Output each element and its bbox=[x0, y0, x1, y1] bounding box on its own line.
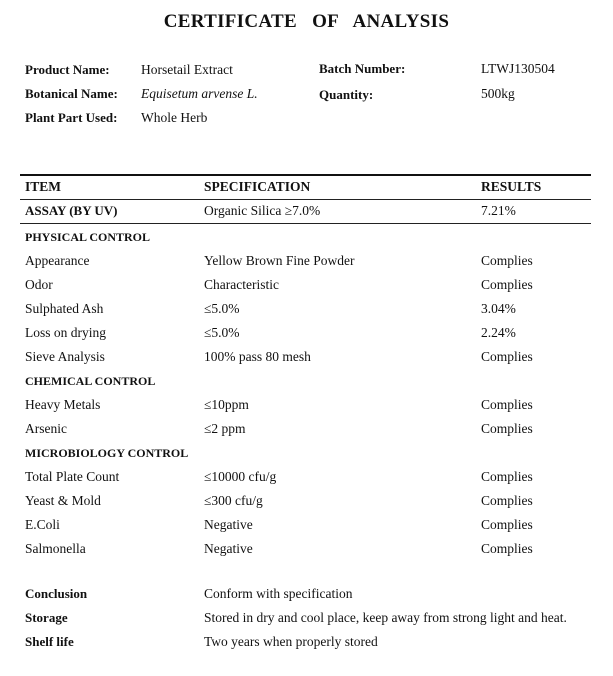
botanical-name-label: Botanical Name: bbox=[25, 86, 118, 101]
row-result: Complies bbox=[481, 541, 533, 556]
storage-label: Storage bbox=[25, 610, 68, 625]
table-row bbox=[0, 253, 613, 273]
conclusion-label: Conclusion bbox=[25, 586, 88, 601]
row-result: Complies bbox=[481, 253, 533, 268]
row-item: Total Plate Count bbox=[25, 469, 120, 484]
row-result: Complies bbox=[481, 493, 533, 508]
row-item: E.Coli bbox=[25, 517, 60, 532]
row-spec: Yellow Brown Fine Powder bbox=[204, 253, 355, 268]
conclusion-value: Conform with specification bbox=[204, 586, 353, 601]
quantity-label: Quantity: bbox=[319, 87, 374, 102]
batch-number-label: Batch Number: bbox=[319, 61, 406, 76]
row-result: 3.04% bbox=[481, 301, 516, 316]
row-spec: ≤5.0% bbox=[204, 325, 240, 340]
table-row bbox=[0, 493, 613, 513]
product-name-label: Product Name: bbox=[25, 62, 110, 77]
table-row bbox=[0, 421, 613, 441]
row-result: 2.24% bbox=[481, 325, 516, 340]
plant-part-label: Plant Part Used: bbox=[25, 110, 118, 125]
row-spec: ≤10000 cfu/g bbox=[204, 469, 277, 484]
table-row bbox=[0, 301, 613, 321]
table-row bbox=[0, 517, 613, 537]
table-top-rule bbox=[20, 174, 591, 176]
assay-row bbox=[0, 203, 613, 223]
table-row bbox=[0, 397, 613, 417]
section-title-chemical: CHEMICAL CONTROL bbox=[25, 374, 156, 388]
assay-spec: Organic Silica ≥7.0% bbox=[204, 203, 321, 218]
shelf-life-row bbox=[0, 634, 613, 654]
row-result: Complies bbox=[481, 421, 533, 436]
row-result: Complies bbox=[481, 277, 533, 292]
table-row bbox=[0, 325, 613, 345]
row-spec: Negative bbox=[204, 517, 253, 532]
section-title-physical: PHYSICAL CONTROL bbox=[25, 230, 151, 244]
row-spec: 100% pass 80 mesh bbox=[204, 349, 311, 364]
shelf-life-value: Two years when properly stored bbox=[204, 634, 378, 649]
row-item: Heavy Metals bbox=[25, 397, 101, 412]
batch-number-value: LTWJ130504 bbox=[481, 61, 555, 76]
document-title: CERTIFICATE OF ANALYSIS bbox=[163, 11, 450, 32]
section-title-microbiology: MICROBIOLOGY CONTROL bbox=[25, 446, 189, 460]
assay-bottom-rule bbox=[20, 223, 591, 224]
storage-value: Stored in dry and cool place, keep away from strong light and heat. bbox=[204, 610, 567, 625]
product-name-value: Horsetail Extract bbox=[141, 62, 233, 77]
row-spec: Negative bbox=[204, 541, 253, 556]
plant-part-value: Whole Herb bbox=[141, 110, 208, 125]
table-row bbox=[0, 469, 613, 489]
row-item: Arsenic bbox=[25, 421, 67, 436]
row-spec: ≤5.0% bbox=[204, 301, 240, 316]
row-spec: ≤300 cfu/g bbox=[204, 493, 263, 508]
storage-row bbox=[0, 610, 613, 630]
row-spec: Characteristic bbox=[204, 277, 279, 292]
table-row bbox=[0, 349, 613, 369]
header-bottom-rule bbox=[20, 199, 591, 200]
row-item: Odor bbox=[25, 277, 53, 292]
row-result: Complies bbox=[481, 469, 533, 484]
header-item: ITEM bbox=[25, 179, 62, 194]
quantity-value: 500kg bbox=[481, 86, 515, 101]
row-spec: ≤10ppm bbox=[204, 397, 249, 412]
table-row bbox=[0, 277, 613, 297]
botanical-name-value: Equisetum arvense L. bbox=[141, 86, 258, 101]
shelf-life-label: Shelf life bbox=[25, 634, 74, 649]
row-item: Appearance bbox=[25, 253, 90, 268]
conclusion-row bbox=[0, 586, 613, 606]
row-spec: ≤2 ppm bbox=[204, 421, 246, 436]
row-item: Yeast & Mold bbox=[25, 493, 101, 508]
row-result: Complies bbox=[481, 517, 533, 532]
table-row bbox=[0, 541, 613, 561]
row-result: Complies bbox=[481, 349, 533, 364]
assay-item: ASSAY (BY UV) bbox=[25, 203, 118, 218]
row-item: Sulphated Ash bbox=[25, 301, 104, 316]
row-item: Sieve Analysis bbox=[25, 349, 105, 364]
row-item: Loss on drying bbox=[25, 325, 106, 340]
header-specification: SPECIFICATION bbox=[204, 179, 311, 194]
assay-result: 7.21% bbox=[481, 203, 516, 218]
row-result: Complies bbox=[481, 397, 533, 412]
row-item: Salmonella bbox=[25, 541, 86, 556]
header-results: RESULTS bbox=[481, 179, 542, 194]
